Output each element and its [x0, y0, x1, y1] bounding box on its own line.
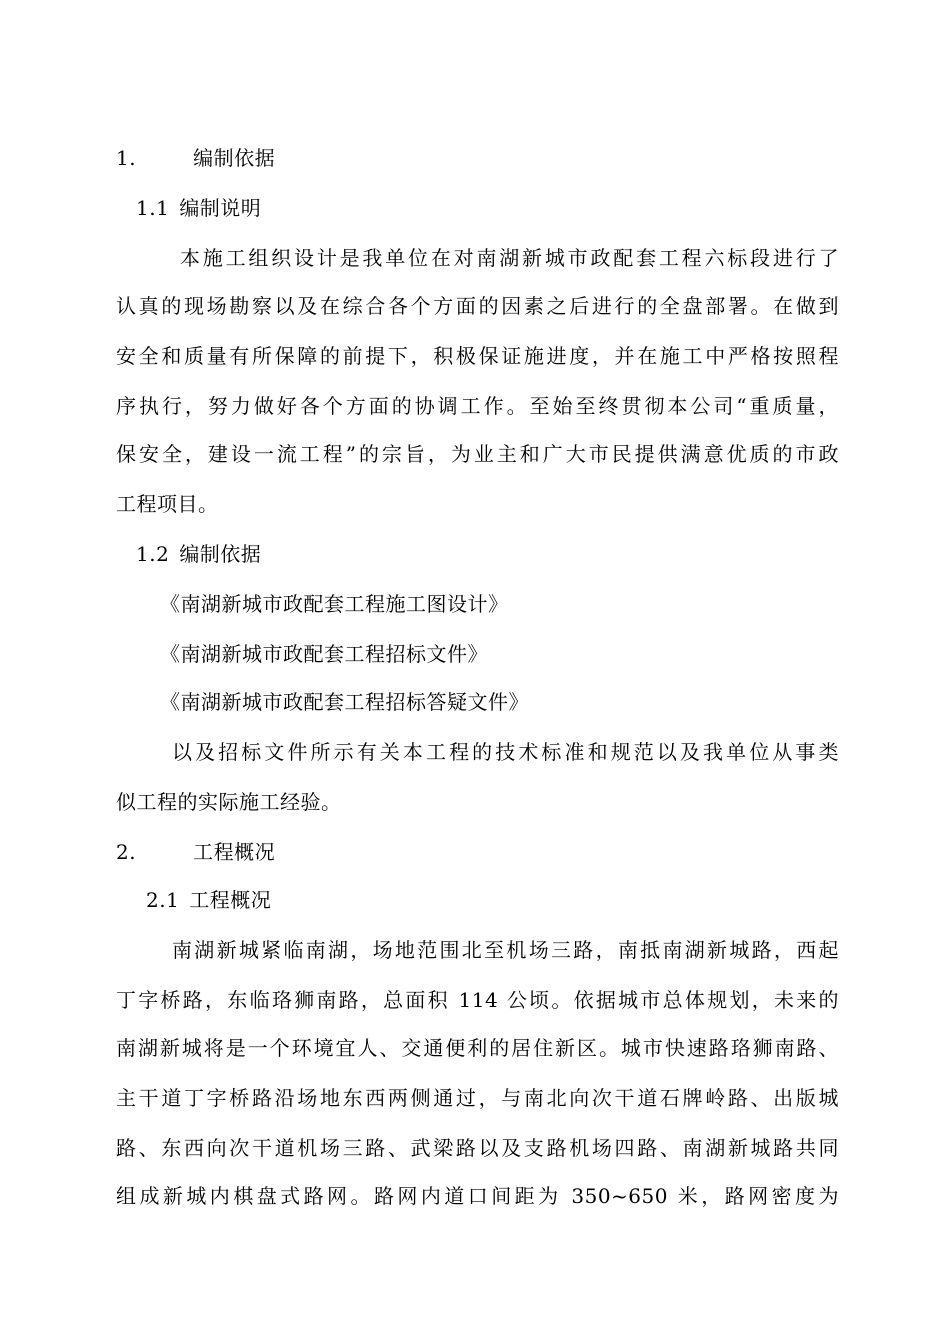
subsection-heading-1-2: [136, 540, 261, 568]
paragraph-3-line: 南湖新城紧临南湖，场地范围北至机场三路，南抵南湖新城路，西起: [172, 938, 839, 962]
paragraph-3-line: 组成新城内棋盘式路网。路网内道口间距为 350~650 米，路网密度为: [116, 1184, 839, 1208]
subsection-title: 编制说明: [179, 196, 262, 220]
reference-item: 《南湖新城市政配套工程施工图设计》: [160, 592, 509, 616]
paragraph-3-line: 南湖新城将是一个环境宜人、交通便利的居住新区。城市快速路珞狮南路、: [116, 1036, 839, 1060]
paragraph-1-line: 序执行，努力做好各个方面的协调工作。至始至终贯彻本公司“重质量，: [116, 394, 839, 418]
paragraph-1-line: 工程项目。: [116, 492, 219, 516]
section-title: 工程概况: [193, 840, 276, 864]
reference-item: 《南湖新城市政配套工程招标文件》: [160, 642, 488, 666]
paragraph-3-line: 丁字桥路，东临珞狮南路，总面积 114 公顷。依据城市总体规划，未来的: [116, 988, 839, 1012]
paragraph-2-line: 似工程的实际施工经验。: [116, 790, 342, 814]
section-heading-2: [116, 838, 275, 866]
paragraph-1-line: 本施工组织设计是我单位在对南湖新城市政配套工程六标段进行了: [180, 246, 839, 270]
paragraph-2-line: 以及招标文件所示有关本工程的技术标准和规范以及我单位从事类: [172, 740, 839, 764]
reference-item: 《南湖新城市政配套工程招标答疑文件》: [160, 690, 529, 714]
section-number: 2.: [116, 840, 137, 864]
section-title: 编制依据: [193, 146, 276, 170]
section-number: 1.: [116, 146, 137, 170]
subsection-title: 编制依据: [179, 542, 262, 566]
section-heading-1: [116, 144, 275, 172]
paragraph-3-line: 路、东西向次干道机场三路、武梁路以及支路机场四路、南湖新城路共同: [116, 1136, 839, 1160]
paragraph-1-line: 安全和质量有所保障的前提下，积极保证施进度，并在施工中严格按照程: [116, 344, 839, 368]
subsection-heading-2-1: [146, 886, 271, 914]
subsection-title: 工程概况: [189, 888, 272, 912]
paragraph-1-line: 认真的现场勘察以及在综合各个方面的因素之后进行的全盘部署。在做到: [116, 294, 839, 318]
paragraph-3-line: 主干道丁字桥路沿场地东西两侧通过，与南北向次干道石牌岭路、出版城: [116, 1086, 839, 1110]
subsection-heading-1-1: [136, 194, 261, 222]
subsection-number: 1.2: [136, 542, 170, 566]
paragraph-1-line: 保安全，建设一流工程”的宗旨，为业主和广大市民提供满意优质的市政: [116, 442, 839, 466]
subsection-number: 2.1: [146, 888, 180, 912]
subsection-number: 1.1: [136, 196, 170, 220]
